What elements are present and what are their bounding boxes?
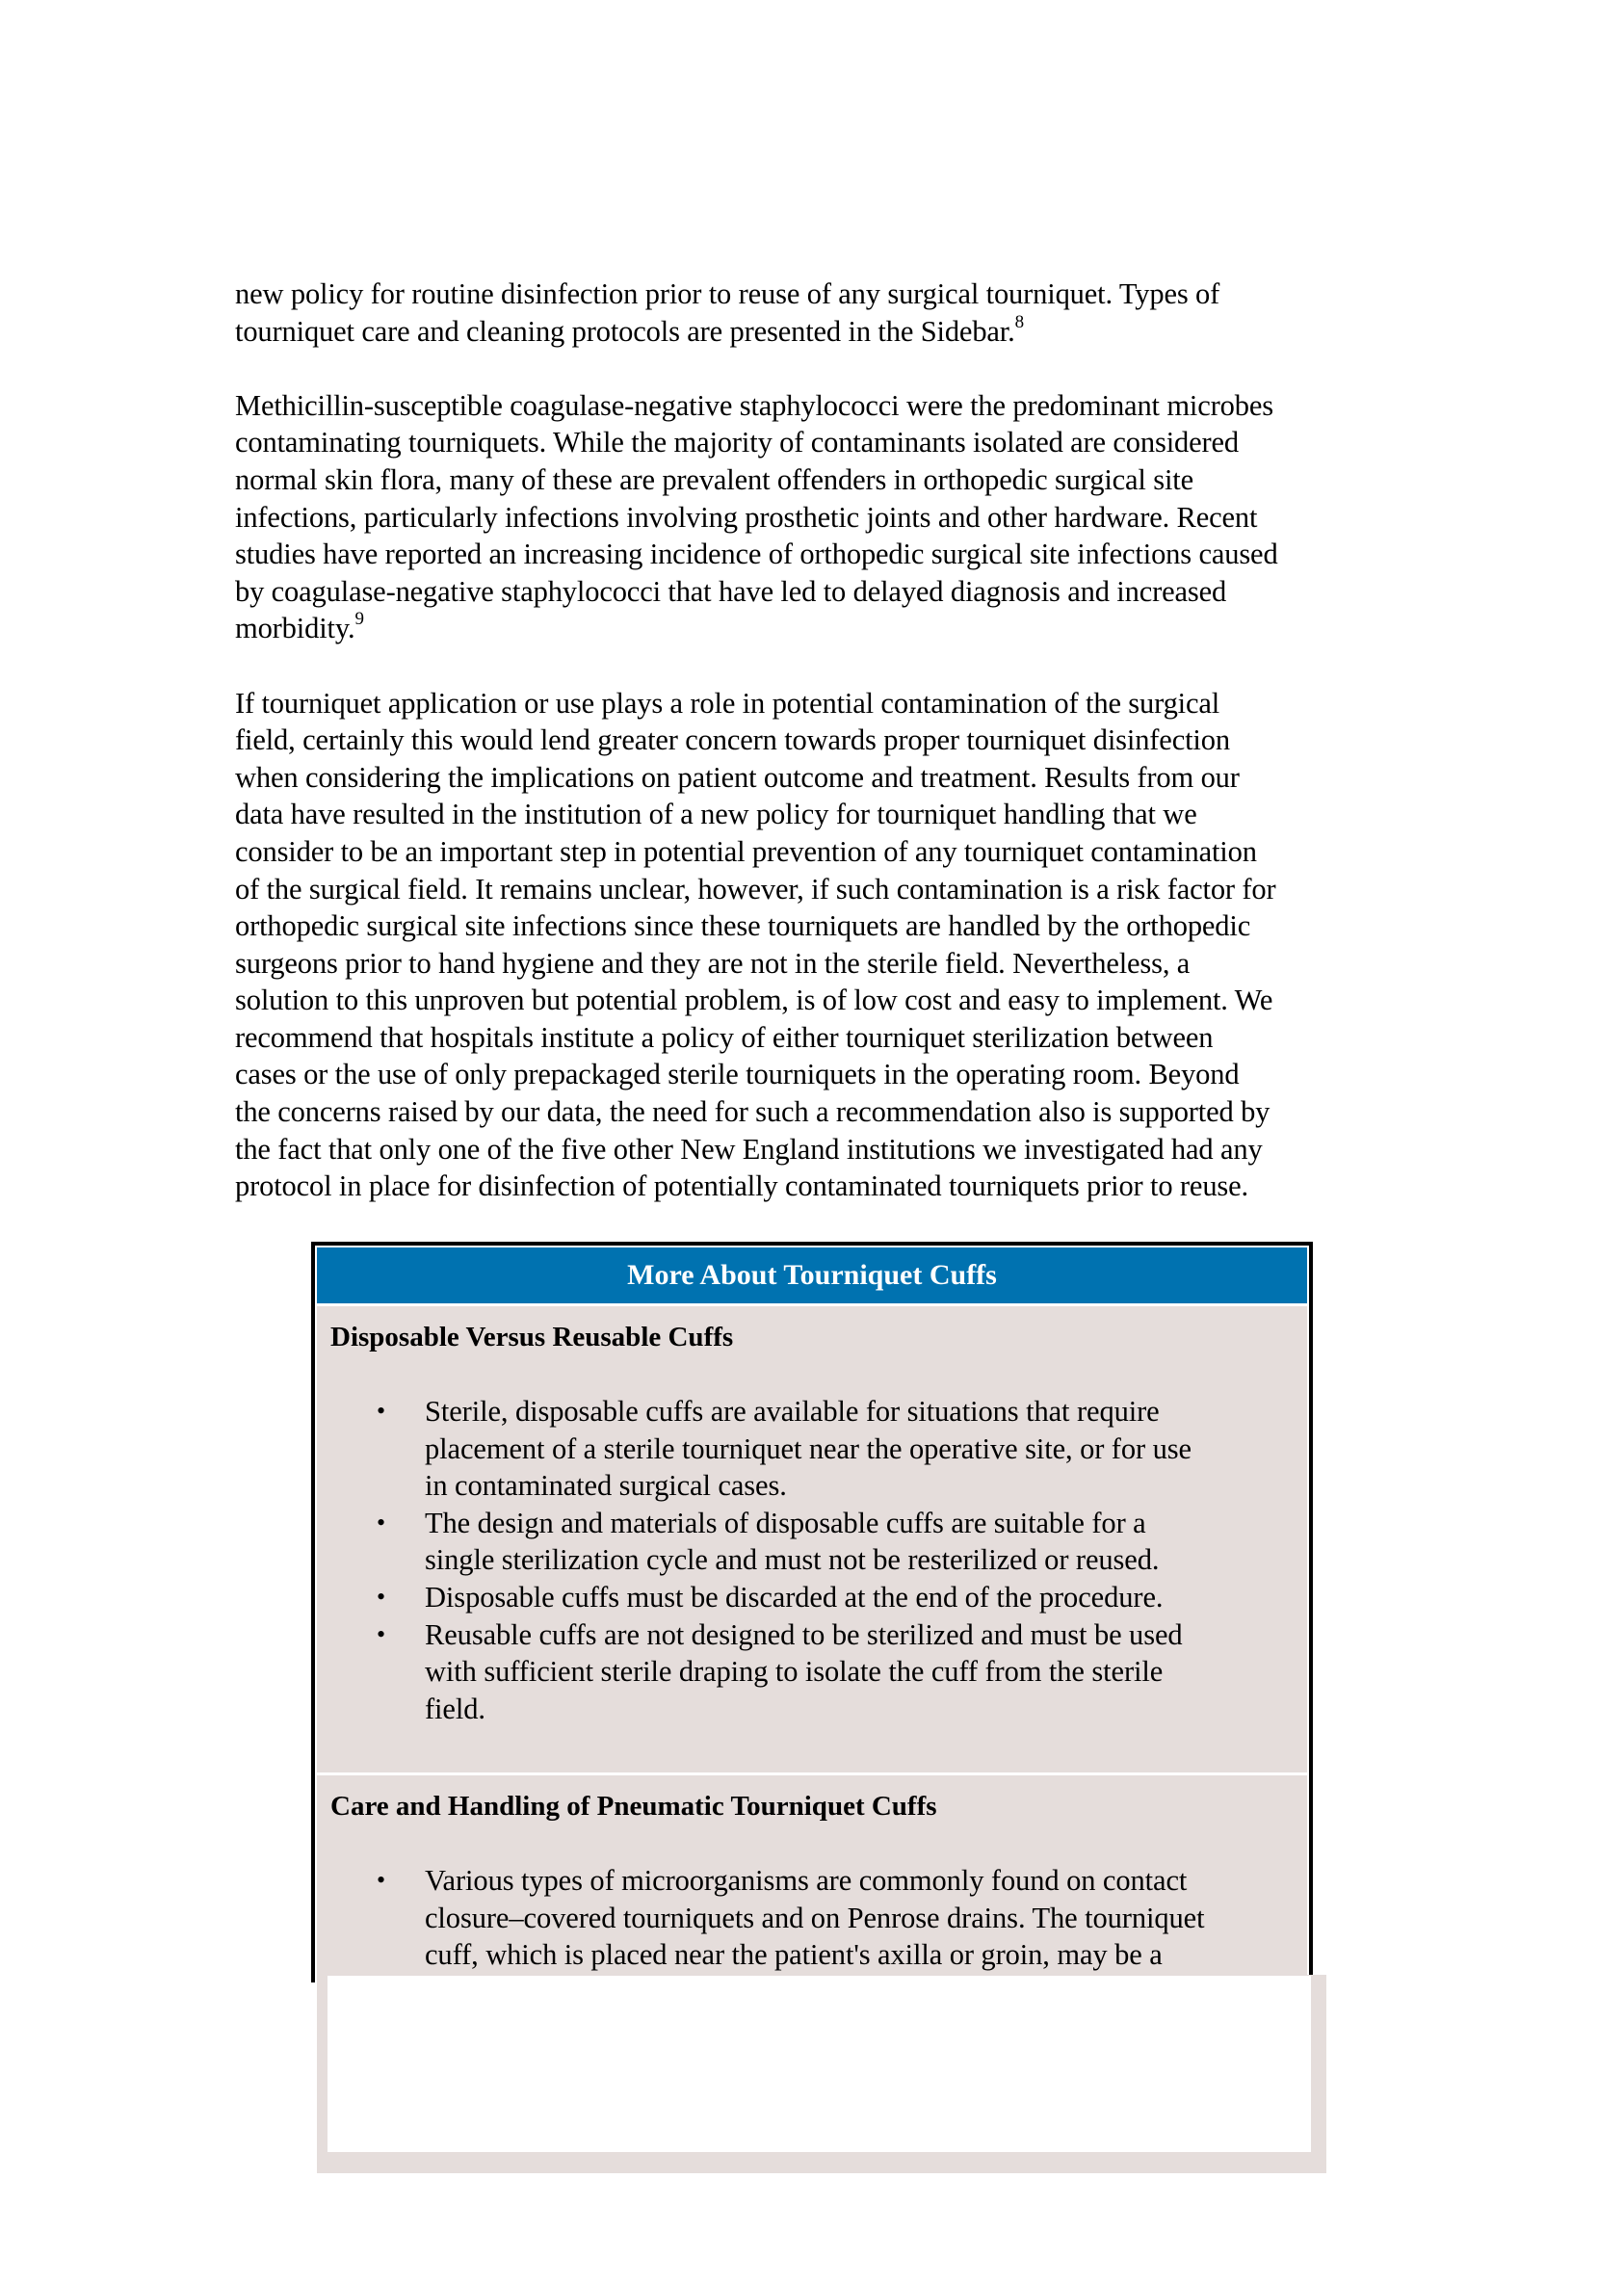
text-line: contaminating tourniquets. While the majority of contaminants isolated are considered	[235, 426, 1240, 459]
footnote-ref[interactable]: 9	[354, 609, 364, 630]
text-line: by coagulase-negative staphylococci that have led to delayed diagnosis and increased	[235, 574, 1227, 608]
bullet-icon: •	[377, 1619, 386, 1648]
text-line: normal skin flora, many of these are prevalent offenders in orthopedic surgical site	[235, 462, 1193, 496]
text-line: of the surgical field. It remains unclear, however, if such contamination is a risk factor for	[235, 872, 1276, 906]
text-line: when considering the implications on patient outcome and treatment. Results from our	[235, 760, 1240, 794]
text-line: in contaminated surgical cases.	[425, 1469, 787, 1503]
text-line: with sufficient sterile draping to isolate the cuff from the sterile	[425, 1655, 1164, 1689]
bullet-icon: •	[377, 1582, 386, 1611]
text-line: orthopedic surgical site infections since these tourniquets are handled by the orthopedic	[235, 909, 1251, 943]
text-line: placement of a sterile tourniquet near the operative site, or for use	[425, 1431, 1192, 1465]
paragraph-3	[235, 685, 1420, 1205]
text-line: surgeons prior to hand hygiene and they are not in the sterile field. Nevertheless, a	[235, 946, 1191, 980]
text-line: field.	[425, 1692, 485, 1725]
text-line: data have resulted in the institution of a new policy for tourniquet handling that we	[235, 798, 1197, 831]
list-item	[330, 1505, 1294, 1579]
text-line: the fact that only one of the five other New England institutions we investigated had any	[235, 1132, 1263, 1166]
text-line-content: tourniquet care and cleaning protocols are presented in the Sidebar.	[235, 314, 1015, 348]
text-line: Reusable cuffs are not designed to be sterilized and must be used	[425, 1617, 1183, 1651]
text-line: Various types of microorganisms are commonly found on contact	[425, 1864, 1188, 1897]
blank-overlay-content	[327, 1976, 1311, 2152]
text-line: the concerns raised by our data, the need for such a recommendation also is supported by	[235, 1095, 1270, 1129]
text-line: The design and materials of disposable cuffs are suitable for a	[425, 1506, 1146, 1539]
section-heading: Care and Handling of Pneumatic Tourniquet Cuffs	[330, 1791, 937, 1822]
text-line: cases or the use of only prepackaged sterile tourniquets in the operating room. Beyond	[235, 1058, 1240, 1091]
footnote-ref[interactable]: 8	[1014, 311, 1024, 332]
paragraph-2	[235, 387, 1420, 647]
list-item	[330, 1616, 1294, 1728]
bullet-icon: •	[377, 1397, 386, 1425]
list-item	[330, 1393, 1294, 1505]
bullet-list	[330, 1393, 1294, 1727]
bullet-list	[330, 1862, 1294, 1974]
text-line: If tourniquet application or use plays a role in potential contamination of the surgical	[235, 686, 1220, 720]
text-line: field, certainly this would lend greater concern towards proper tourniquet disinfection	[235, 723, 1230, 757]
text-line	[235, 313, 1420, 351]
sidebar-box	[311, 1242, 1313, 1982]
text-line: cuff, which is placed near the patient's axilla or groin, may be a	[425, 1938, 1163, 1972]
bullet-icon: •	[377, 1508, 386, 1536]
text-line: Methicillin-susceptible coagulase-negative staphylococci were the predominant microbes	[235, 388, 1273, 422]
sidebar-content	[317, 1247, 1307, 1982]
text-line: single sterilization cycle and must not be resterilized or reused.	[425, 1543, 1160, 1577]
sidebar-section-disposable-vs-reusable	[317, 1306, 1307, 1772]
paragraph-1	[235, 276, 1420, 350]
section-heading: Disposable Versus Reusable Cuffs	[330, 1322, 734, 1352]
text-line: new policy for routine disinfection prior to reuse of any surgical tourniquet. Types of	[235, 277, 1220, 310]
list-item	[330, 1862, 1294, 1974]
text-line: consider to be an important step in potential prevention of any tourniquet contamination	[235, 834, 1257, 868]
text-line	[235, 610, 1420, 647]
text-line: Disposable cuffs must be discarded at the end of the procedure.	[425, 1580, 1164, 1614]
article-body	[235, 276, 1420, 1242]
text-line: solution to this unproven but potential problem, is of low cost and easy to implement. We	[235, 984, 1273, 1017]
sidebar-title: More About Tourniquet Cuffs	[317, 1247, 1307, 1303]
blank-overlay-panel	[317, 1975, 1326, 2173]
text-line: studies have reported an increasing incidence of orthopedic surgical site infections caused	[235, 538, 1278, 571]
list-item	[330, 1579, 1294, 1616]
sidebar-section-care-handling	[317, 1775, 1307, 1982]
text-line: closure–covered tourniquets and on Penrose drains. The tourniquet	[425, 1901, 1205, 1934]
text-line: protocol in place for disinfection of potentially contaminated tourniquets prior to reuse.	[235, 1169, 1249, 1203]
bullet-icon: •	[377, 1866, 386, 1894]
text-line: Sterile, disposable cuffs are available for situations that require	[425, 1395, 1160, 1428]
text-line: recommend that hospitals institute a policy of either tourniquet sterilization between	[235, 1020, 1214, 1054]
text-line-content: morbidity.	[235, 612, 355, 645]
text-line: infections, particularly infections involving prosthetic joints and other hardware. Recent	[235, 500, 1258, 534]
